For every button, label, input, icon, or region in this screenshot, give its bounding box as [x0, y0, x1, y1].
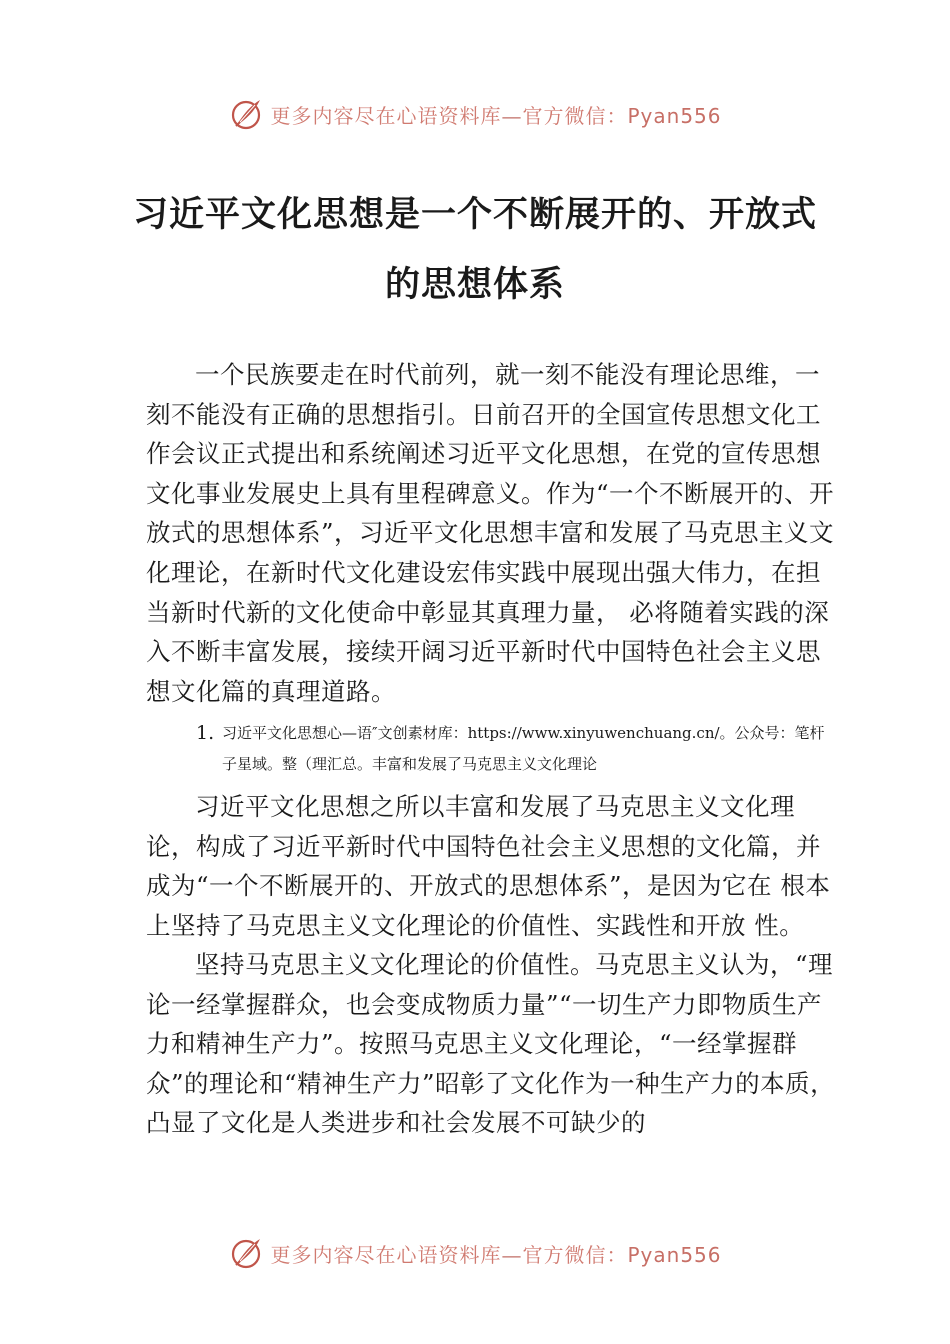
header-banner	[0, 94, 950, 134]
footnote	[196, 718, 836, 780]
footnote-text: 习近平文化思想心—语″文创素材库：https://www.xinyuwenchuang.cn/。公众号：笔杆子星域。整（理汇总。丰富和发展了马克思主义文化理论	[222, 724, 825, 773]
banner-library-name: 更多内容尽在心语资料库	[270, 1242, 502, 1267]
footer-banner	[0, 1233, 950, 1273]
footnote-number: 1.	[196, 722, 215, 744]
banner-separator: —	[501, 103, 523, 128]
banner-separator: —	[501, 1242, 523, 1267]
banner-wechat-id: Pyan556	[627, 103, 722, 128]
document-title: 习近平文化思想是一个不断展开的、开放式的思想体系	[132, 195, 817, 305]
quill-logo-icon	[228, 96, 264, 132]
body-paragraph: 习近平文化思想之所以丰富和发展了马克思主义文化理论，构成了习近平新时代中国特色社会主义思想的文化篇，并成为“一个不断展开的、开放式的思想体系”，是因为它在 根本上坚持了马克思主义文化理论的价值性、实践性和开放 性。	[146, 792, 831, 940]
banner-wechat-label: 官方微信：	[522, 103, 628, 128]
banner-wechat-id: Pyan556	[627, 1242, 722, 1267]
banner-library-name: 更多内容尽在心语资料库	[270, 103, 502, 128]
body-paragraph: 一个民族要走在时代前列，就一刻不能没有理论思维，一刻不能没有正确的思想指引。日前召开的全国宣传思想文化工作会议正式提出和系统阐述习近平文化思想，在党的宣传思想文化事业发展史上具有里程碑意义。作为“一个不断展开的、开放式的思想体系”，习近平文化思想丰富和发展了马克思主义文化理论，在新时代文化建设宏伟实践中展现出强大伟力，在担当新时代新的文化使命中彰显其真理力量， 必将随着实践的深入不断丰富发展，接续开阔习近平新时代中国特色社会主义思想文化篇的真理道路。	[146, 360, 835, 706]
body-paragraph: 坚持马克思主义文化理论的价值性。马克思主义认为，“理论一经掌握群众，也会变成物质力量”“一切生产力即物质生产力和精神生产力”。按照马克思主义文化理论，“一经掌握群众”的理论和“精神生产力”昭彰了文化作为一种生产力的本质，凸显了文化是人类进步和社会发展不可缺少的	[146, 950, 836, 1138]
banner-text	[270, 100, 721, 129]
banner-wechat-label: 官方微信：	[522, 1242, 628, 1267]
banner-text	[270, 1239, 721, 1268]
quill-logo-icon	[228, 1235, 264, 1271]
